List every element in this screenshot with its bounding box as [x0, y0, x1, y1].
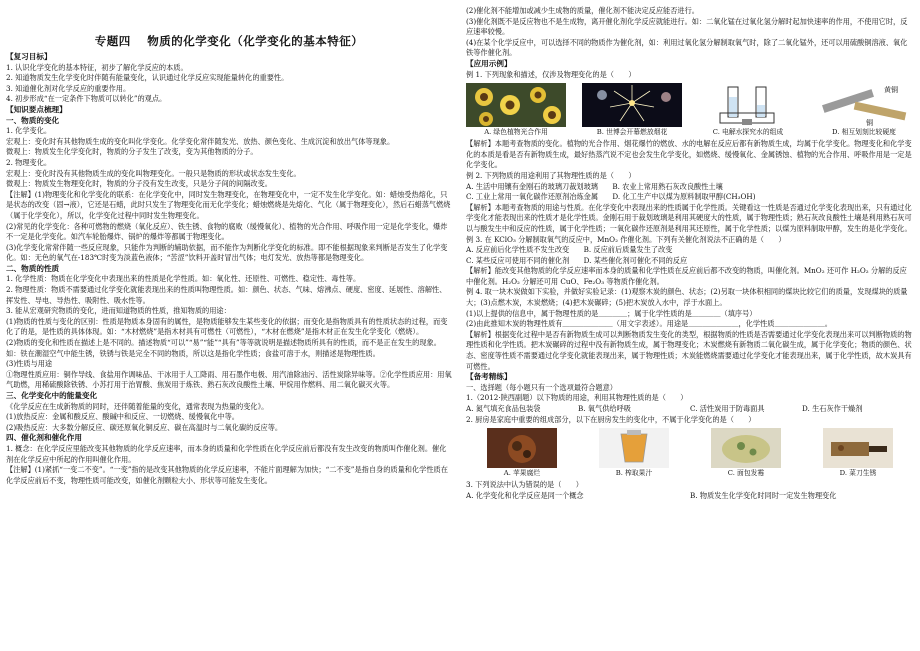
paragraph: (2)由此推知木炭的物理性质有＿＿＿＿＿＿＿（用文字表述）。用途是＿＿＿＿＿＿＿，化学性质＿＿＿＿＿＿＿。 [466, 319, 832, 329]
figure-fireworks [582, 83, 682, 137]
paragraph: (2)物质的变化和性质在描述上是不同的。描述物质“可以”“易”“能”“具有”等等就说明是描述物质所具有的性质，而不是正在发生的现象。如：铁在潮湿空气中能生锈，铁锈与铁是完全不同的物质，所以这是指化学性质；食盐可溶于水，则描述是物理性质。 [6, 338, 441, 358]
section-heading: 三、化学变化中的能量变化 [6, 391, 98, 400]
figure-electrolysis [698, 83, 798, 137]
review-item: 2. 知道物质发生化学变化时伴随有能量变化，认识通过化学反应实现能量转化的重要性。 [6, 73, 289, 83]
option: A. 化学变化和化学反应是同一个概念 [466, 490, 584, 500]
question-stem: 2. 厨房是家庭中重要的组成部分，以下在厨房发生的变化中，不属于化学变化的是（ ） [466, 414, 756, 424]
paragraph: C. 工业上常用一氧化碳作还原剂冶炼金属 D. 化工生产中以煤为原料制取甲醇(CH₃OH) [466, 192, 756, 202]
electrolysis-image [698, 83, 798, 127]
figure-apple [487, 428, 557, 478]
paragraph: 【注解】(1)紧抓“一变二不变”。“一变”指的是改变其他物质的化学反应速率，不能片面理解为加快；“二不变”是指自身的质量和化学性质在化学反应前后不变，物理性质可能改变，如催化剂颗粒大小、形状等可能发生变化。 [6, 465, 448, 485]
example-stem: 例 1. 下列现象和描述，仅涉及物理变化的是（ ） [466, 69, 636, 79]
section-heading: 二、物质的性质 [6, 263, 60, 273]
figure-bread [711, 428, 781, 478]
paragraph: (4)在某个化学反应中，可以选择不同的物质作为催化剂，如：利用过氧化氢分解制取氧气时，除了二氧化锰外，还可以用硫酸铜溶液、氧化铁等作催化剂。 [466, 37, 908, 58]
paragraph: (2)常见的化学变化：各种可燃物的燃烧（氧化反应）、铁生锈、食物的腐败（缓慢氧化）、植物的光合作用、呼吸作用一定是化学变化，爆炸不一定是化学变化。如汽车轮胎爆炸、锅炉的爆炸等都属于物理变化。 [6, 221, 448, 242]
paragraph: 1. 概念：在化学反应里能改变其他物质的化学反应速率，而本身的质量和化学性质在化学反应前后都没有发生改变的物质叫作催化剂。催化剂在化学反应中所起的作用叫催化作用。 [6, 443, 447, 464]
rotten-apple-image [487, 428, 557, 468]
question2-figures [466, 428, 914, 478]
paragraph: 宏观上：变化时有其他物质生成的变化叫化学变化。化学变化常伴随发光、放热、颜色变化、生成沉淀和放出气体等现象。 [6, 136, 395, 146]
paragraph: (1)放热反应：金属和酸反应、酸碱中和反应、一切燃烧、缓慢氧化中等。 [6, 412, 239, 422]
figure-juice [599, 428, 669, 478]
option: D. 生石灰作干燥剂 [802, 404, 863, 413]
paragraph: (3)性质与用途 [6, 359, 53, 369]
question-stem: 1.（2012·陕西副题）以下物质的用途，利用其物理性质的是（ ） [466, 393, 688, 403]
prep-header: 【备考精练】 [466, 372, 512, 382]
paragraph: (2)吸热反应：大多数分解反应、碳还原氧化铜反应、碳在高温时与二氧化碳的反应等。 [6, 422, 283, 432]
paragraph: 3. 能从宏观研究物质的变化，进而知道物质的性质，推知物质的用途： [6, 306, 231, 316]
figure-caption: A. 绿色植物光合作用 [484, 128, 548, 137]
paragraph: (3)催化剂既不是反应物也不是生成物，离开催化剂化学反应就能进行。如：二氧化锰在过氧化氢分解时起加快速率的作用，不使用它时，反应速率较慢。 [466, 16, 908, 37]
paragraph: (3)化学变化常常伴随一些反应现象，只能作为判断的辅助依据，而不能作为判断化学变化的标准。即不能根据现象来判断是否发生了化学变化。如：无色的氧气在-183℃时变为淡蓝色液体；“苦涩”饮料开盖时冒出气体；电灯发光、放热等都是物理变化。 [6, 242, 448, 263]
fireworks-image [582, 83, 682, 127]
review-item: 4. 初步形成“在一定条件下物质可以转化”的观点。 [6, 94, 167, 104]
juicer-image [599, 428, 669, 468]
paragraph: 【注解】(1)物理变化和化学变化的联系：在化学变化中，同时发生物理变化，在物理变化中，一定不发生化学变化。如：蜡烛受热熔化，只是状态的改变（固→液），它还是石蜡，此时只发生了物理变化而无化学变化；蜡烛燃烧是先熔化、气化（属于物理变化），然后石蜡蒸气燃烧（属于化学变化），所以，化学变化过程中同时发生物理变化。 [6, 189, 451, 220]
figure-knife [823, 428, 893, 478]
option: A. 氮气填充食品包装袋 [466, 404, 541, 413]
page-title: 专题四 物质的化学变化（化学变化的基本特征） [94, 34, 364, 48]
paragraph: A. 反应前后化学性质不发生改变 B. 反应前后质量发生了改变 [466, 245, 673, 255]
section-heading: 一、物质的变化 [6, 115, 60, 125]
paragraph: 1. 化学变化。 [6, 126, 52, 136]
section-heading: 四、催化剂和催化作用 [6, 433, 82, 443]
figure-caption: B. 榨取果汁 [615, 469, 653, 478]
left-column [6, 6, 452, 486]
option: B. 氧气供给呼吸 [578, 404, 631, 413]
paragraph: 【解析】根据变化过程中是否有新物质生成可以判断物质发生变化的类型，根据物质的性质是否需要通过化学变化表现出来可以判断物质的物理性质和化学性质。把木炭碾碎的过程中没有新物质生成，属于物理变化；木炭燃烧有新物质二氧化碳生成，属于化学变化；物质的颜色、状态、密度等性质不需要通过化学变化就能表现出来，属于物理性质；木炭能燃烧需要通过化学变化才能表现出来，属于化学性质，故木炭具有可燃性。 [466, 329, 912, 371]
figure-caption: D. 菜刀生锈 [839, 469, 877, 478]
figure-caption: C. 面包发霉 [727, 469, 765, 478]
figure-caption: B. 世博会开幕燃放烟花 [596, 128, 668, 137]
figure-caption: C. 电解水探究水的组成 [712, 128, 784, 137]
knowledge-header: 【知识要点梳理】 [6, 104, 67, 114]
review-item: 3. 知道催化剂对化学反应的重要作用。 [6, 83, 131, 93]
paragraph: A. 生活中用镶有金刚石的玻璃刀裁划玻璃 B. 农业上常用熟石灰改良酸性土壤 [466, 181, 723, 191]
paragraph: ①物理性质应用：铜作导线、食盐用作调味品、干冰用于人工降雨、用石墨作电极、用汽油除油污、活性炭除异味等。②化学性质应用：用氧气助燃，用稀硫酸除铁锈、小苏打用于治胃酸、焦炭用于炼铁、熟石灰改良酸性土壤、甲烷用作燃料、用二氧化碳灭火等。 [6, 369, 452, 390]
figure-caption: A. 苹果腐烂 [503, 469, 541, 478]
apply-header: 【应用示例】 [466, 58, 512, 68]
paragraph: 【解析】本题考查物质的变化。植物的光合作用、烟花爆竹的燃放、水的电解在反应后都有新物质生成，均属于化学变化。物理变化和化学变化的本质是看是否有新物质生成，最好热蒸汽说不定也会发生化学变化，如燃烧、缓慢氧化、金属锈蚀、植物的光合作用、呼吸作用是一定是化学变化。 [466, 139, 912, 170]
paragraph: 《化学反应在生成新物质的同时，还伴随着能量的变化，通常表现为热量的变化》。 [6, 401, 269, 411]
option: C. 活性炭用于防毒面具 [690, 404, 765, 413]
label-brass: 黄铜 [884, 86, 898, 95]
review-header: 【复习目标】 [6, 52, 52, 61]
review-item: 1. 认识化学变化的基本特征，初步了解化学反应的本质。 [6, 62, 188, 72]
paragraph: 宏观上：变化时没有其他物质生成的变化叫物理变化。一般只是物质的形状或状态发生变化。 [6, 168, 301, 178]
paragraph: 2. 物理变化。 [6, 157, 52, 167]
option: B. 物质发生化学变化时同时一定发生物理变化 [690, 490, 837, 500]
question-options [466, 404, 914, 415]
paragraph: C. 某些反应可使用不同的催化剂 D. 某些催化剂可催化不同的反应 [466, 255, 688, 265]
paragraph: (1)以上提供的信息中，属于物理性质的是＿＿＿＿；属于化学性质的是＿＿＿＿（填序号） [466, 308, 757, 318]
paragraph: 微观上：物质发生物理变化时，物质的分子没有发生改变，只是分子间的间隔改变。 [6, 179, 272, 189]
rusty-knife-image [823, 428, 893, 468]
figure-caption: D. 相互划刻比较硬度 [832, 128, 896, 137]
figure-hardness [814, 83, 914, 137]
label-copper: 铜 [866, 119, 873, 128]
paragraph: 例 3. 在 KClO₃ 分解制取氧气的反应中，MnO₂ 作催化剂。下列有关催化剂说法不正确的是（ ） [466, 234, 786, 244]
paragraph: (1)物质的性质与变化的区别：性质是物质本身固有的属性，是物质能够发生某些变化的依据；而变化是指物质具有的性质状态的过程，而变化了的是，是性质的具体体现。如：“木材燃烧”是指木材具有可燃性（可燃性），“木材在燃烧”是指木材正在发生化学变化（燃烧）。 [6, 316, 448, 337]
paragraph: 2. 物理性质：物质不需要通过化学变化就能表现出来的性质叫物理性质。如：颜色、状态、气味、熔沸点、硬度、密度、延展性、溶解性、挥发性、导电、导热性、吸附性、吸水性等。 [6, 285, 447, 305]
paragraph: (2)催化剂不能增加或减少生成物的质量，催化剂不能决定反应能否进行。 [466, 6, 699, 15]
paragraph: 例 4. 取一块木炭做如下实验，并做好实验记录：(1)观察木炭的颜色、状态；(2)另取一块体积相同的煤块比较它们的质量，发现煤块的质量大；(3)点燃木炭，木炭燃烧；(4)把木炭碾碎；(5)把木炭放入水中，浮于水面上。 [466, 287, 908, 308]
example1-figures [466, 83, 914, 137]
paragraph: 【解析】本题考查物质的用途与性质。在化学变化中表现出来的性质属于化学性质。关键看这一性质是否通过化学变化表现出来，只有通过化学变化才能表现出来的性质才是化学性质。金刚石用于裁划玻璃是利用其硬度大的性质，属于物理性质；熟石灰改良酸性土壤是利用熟石灰可以与酸发生中和反应的性质，属于化学性质；一氧化碳作还原剂是利用其还原性，属于化学性质；以煤为原料制取甲醇，发生的是化学变化。 [466, 202, 912, 233]
paragraph: 微观上：物质发生化学变化时，物质的分子发生了改变，变为其他物质的分子。 [6, 147, 258, 157]
question-options [466, 491, 914, 502]
metal-plates-image [814, 83, 914, 127]
moldy-bread-image [711, 428, 781, 468]
paragraph: 【解析】能改变其他物质的化学反应速率而本身的质量和化学性质在反应前后都不改变的物质，叫催化剂。MnO₂ 还可作 H₂O₂ 分解的反应中催化剂。H₂O₂ 分解还可用 CuO、Fe₂O₃ 等物质作催化剂。 [466, 266, 907, 286]
question-intro: 一、选择题（每小题只有一个选项最符合题意） [466, 382, 617, 392]
paragraph: 例 2. 下列物质的用途利用了其物理性质的是（ ） [466, 170, 636, 180]
paragraph: 1. 化学性质：物质在化学变化中表现出来的性质是化学性质。如：氧化性、还原性、可燃性、稳定性、毒性等。 [6, 274, 361, 284]
right-column [466, 6, 914, 501]
sunflower-image [466, 83, 566, 127]
figure-photosynthesis [466, 83, 566, 137]
question-stem: 3. 下列说法中认为错误的是（ ） [466, 480, 583, 490]
